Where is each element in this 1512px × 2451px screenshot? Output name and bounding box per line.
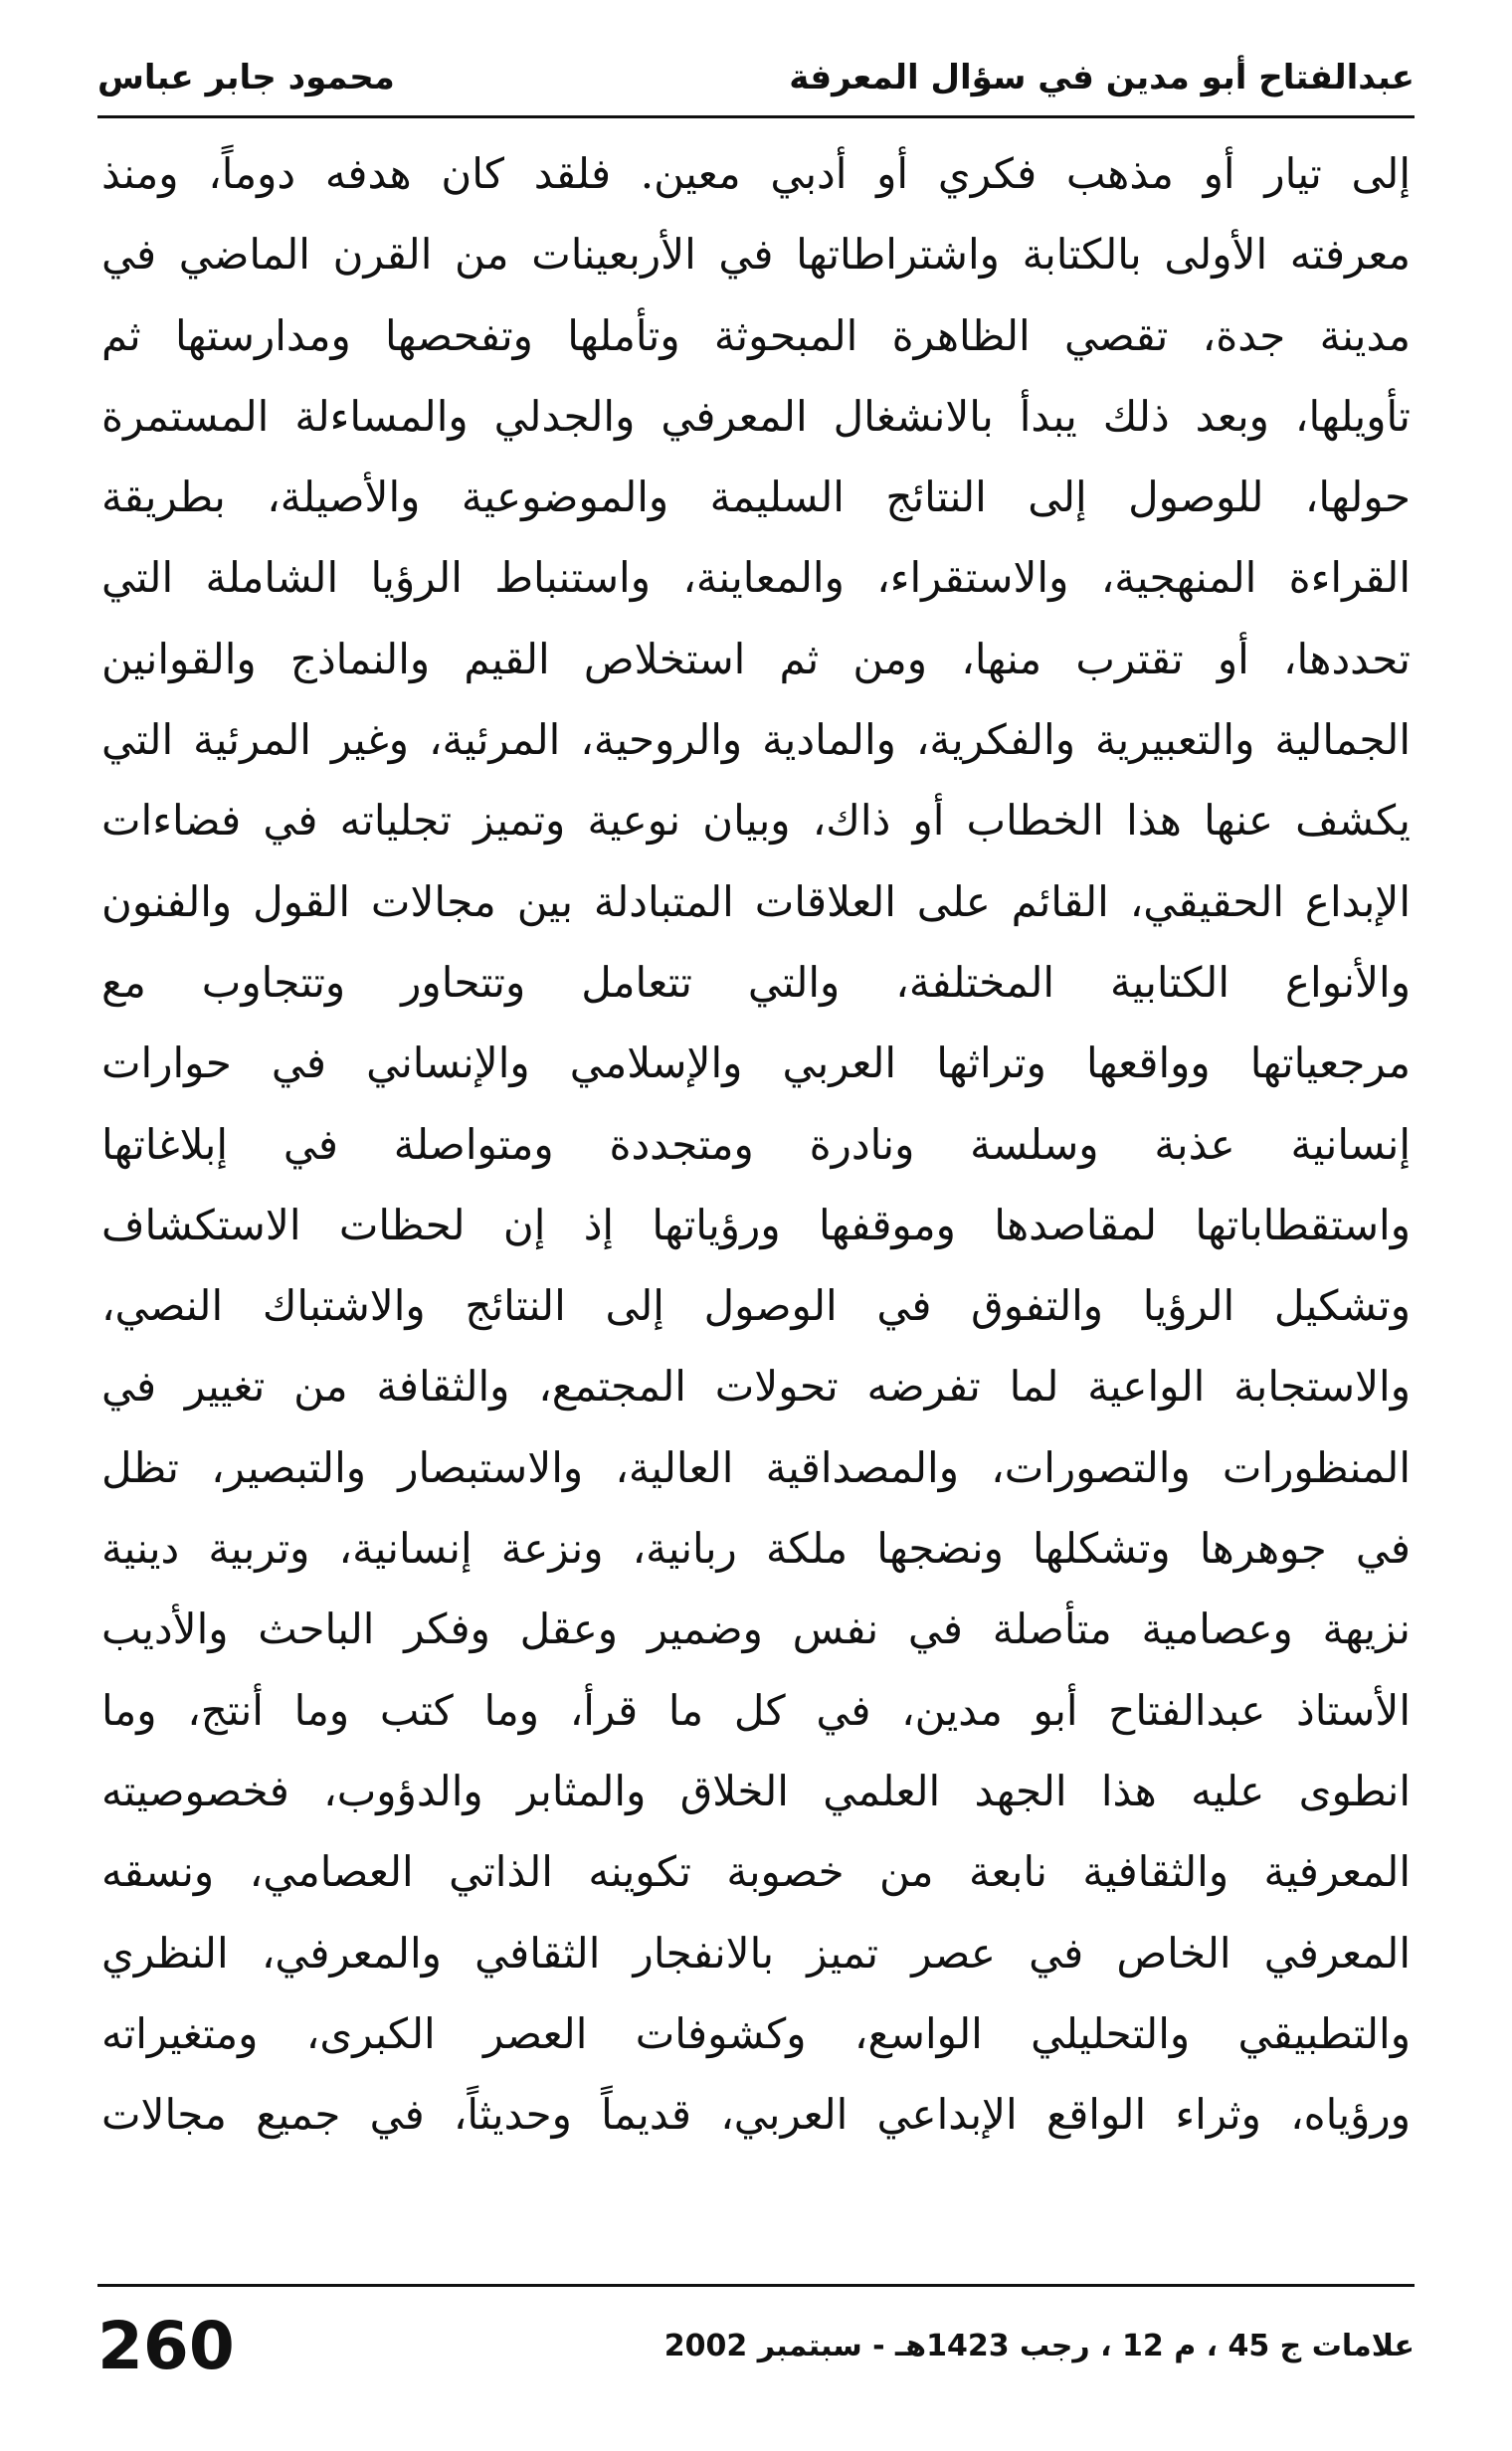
body-line: واستقطاباتها لمقاصدها وموقفها ورؤياتها إذ إن لحظات الاستكشاف	[101, 1200, 1411, 1249]
body-line: الأستاذ عبدالفتاح أبو مدين، في كل ما قرأ، وما كتب وما أنتج، وما	[101, 1685, 1411, 1735]
body-line: حولها، للوصول إلى النتائج السليمة والموضوعية والأصيلة، بطريقة	[101, 472, 1411, 522]
body-text	[101, 133, 1411, 2155]
body-line: إلى تيار أو مذهب فكري أو أدبي معين. فلقد كان هدفه دوماً، ومنذ	[101, 149, 1411, 198]
body-line: مرجعياتها وواقعها وتراثها العربي والإسلامي والإنساني في حوارات	[101, 1038, 1411, 1088]
body-line: والتطبيقي والتحليلي الواسع، وكشوفات العصر الكبرى، ومتغيراته	[101, 2008, 1411, 2058]
body-line: يكشف عنها هذا الخطاب أو ذاك، وبيان نوعية وتميز تجلياته في فضاءات	[101, 796, 1411, 846]
body-line: انطوى عليه هذا الجهد العلمي الخلاق والمثابر والدؤوب، فخصوصيته	[101, 1766, 1411, 1815]
body-line: نزيهة وعصامية متأصلة في نفس وضمير وعقل وفكر الباحث والأديب	[101, 1604, 1411, 1654]
body-line: مدينة جدة، تقصي الظاهرة المبحوثة وتأملها وتفحصها ومدارستها ثم	[101, 310, 1411, 360]
body-line: معرفته الأولى بالكتابة واشتراطاتها في الأربعينات من القرن الماضي في	[101, 230, 1411, 280]
header-divider	[97, 115, 1415, 118]
body-line: الإبداع الحقيقي، القائم على العلاقات المتبادلة بين مجالات القول والفنون	[101, 876, 1411, 926]
body-line: إنسانية عذبة وسلسة ونادرة ومتجددة ومتواصلة في إبلاغاتها	[101, 1119, 1411, 1169]
body-line: تأويلها، وبعد ذلك يبدأ بالانشغال المعرفي والجدلي والمساءلة المستمرة	[101, 391, 1411, 441]
footer-divider	[97, 2284, 1415, 2287]
page-number: 260	[97, 2307, 235, 2384]
body-line: المعرفية والثقافية نابعة من خصوبة تكوينه الذاتي العصامي، ونسقه	[101, 1847, 1411, 1897]
header-title: عبدالفتاح أبو مدين في سؤال المعرفة	[789, 58, 1415, 97]
body-line: والاستجابة الواعية لما تفرضه تحولات المجتمع، والثقافة من تغيير في	[101, 1362, 1411, 1412]
header-author: محمود جابر عباس	[97, 58, 395, 97]
body-line: ورؤياه، وثراء الواقع الإبداعي العربي، قديماً وحديثاً، في جميع مجالات	[101, 2090, 1411, 2140]
body-line: المعرفي الخاص في عصر تميز بالانفجار الثقافي والمعرفي، النظري	[101, 1928, 1411, 1978]
body-line: وتشكيل الرؤيا والتفوق في الوصول إلى النتائج والاشتباك النصي،	[101, 1281, 1411, 1331]
running-footer	[97, 2306, 1415, 2385]
body-line: والأنواع الكتابية المختلفة، والتي تتعامل وتتحاور وتتجاوب مع	[101, 957, 1411, 1007]
body-line: تحددها، أو تقترب منها، ومن ثم استخلاص القيم والنماذج والقوانين	[101, 634, 1411, 683]
body-line: القراءة المنهجية، والاستقراء، والمعاينة، واستنباط الرؤيا الشاملة التي	[101, 553, 1411, 603]
issue-info: علامات ج 45 ، م 12 ، رجب 1423هـ - سبتمبر 2002	[663, 2328, 1415, 2363]
running-header	[97, 48, 1415, 107]
body-line: في جوهرها وتشكلها ونضجها ملكة ربانية، ونزعة إنسانية، وتربية دينية	[101, 1524, 1411, 1574]
body-line: الجمالية والتعبيرية والفكرية، والمادية والروحية، المرئية، وغير المرئية التي	[101, 715, 1411, 765]
body-line: المنظورات والتصورات، والمصداقية العالية، والاستبصار والتبصير، تظل	[101, 1442, 1411, 1492]
